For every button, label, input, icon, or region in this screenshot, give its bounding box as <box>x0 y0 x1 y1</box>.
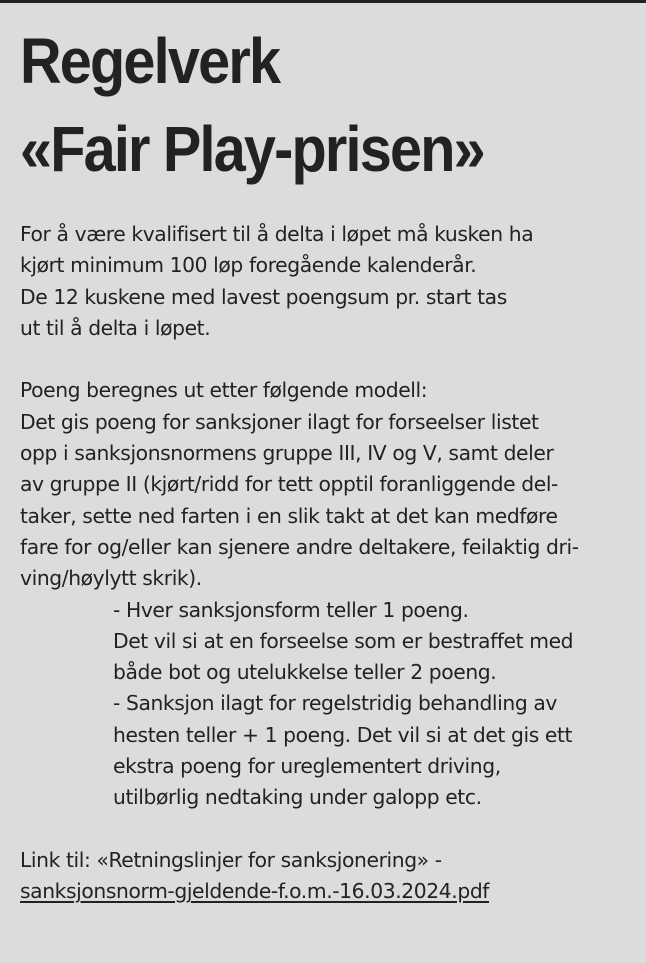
text-line: opp i sanksjonsnormens gruppe III, IV og V, samt deler <box>20 441 554 466</box>
text-line: kjørt minimum 100 løp foregående kalenderår. <box>20 253 477 278</box>
rule-line: både bot og utelukkelse teller 2 poeng. <box>113 660 497 685</box>
text-line: taker, sette ned farten i en slik takt at det kan medføre <box>20 503 558 528</box>
rule-line: - Sanksjon ilagt for regelstridig behandling av <box>113 691 557 716</box>
text-line: Det gis poeng for sanksjoner ilagt for forseelser listet <box>20 409 539 434</box>
rule-line: utilbørlig nedtaking under galopp etc. <box>113 785 482 810</box>
rule-line: - Hver sanksjonsform teller 1 poeng. <box>113 597 469 622</box>
link-paragraph <box>20 845 632 908</box>
text-line: fare for og/eller kan sjenere andre deltakere, feilaktig dri- <box>20 534 579 559</box>
text-line: For å være kvalifisert til å delta i løpet må kusken ha <box>20 222 534 246</box>
sanction-norm-pdf-link[interactable]: sanksjonsnorm-gjeldende-f.o.m.-16.03.2024.pdf <box>20 879 490 904</box>
text-line: Poeng beregnes ut etter følgende modell: <box>20 378 428 403</box>
link-intro: Link til: «Retningslinjer for sanksjonering» - <box>20 847 442 872</box>
page-title <box>20 17 484 193</box>
paragraph-spacer <box>20 814 632 845</box>
text-line: ut til å delta i løpet. <box>20 315 211 340</box>
rule-line: Det vil si at en forseelse som er bestraffet med <box>113 628 574 653</box>
rule-line: ekstra poeng for ureglementert driving, <box>113 754 501 779</box>
rules-body <box>20 219 632 908</box>
rule-line: hesten teller + 1 poeng. Det vil si at det gis ett <box>113 722 573 747</box>
points-rules-list <box>20 595 632 814</box>
title-line-2: «Fair Play-prisen» <box>20 113 484 185</box>
eligibility-paragraph <box>20 219 632 344</box>
text-line: De 12 kuskene med lavest poengsum pr. start tas <box>20 284 507 309</box>
title-line-1: Regelverk <box>20 25 280 97</box>
points-model-paragraph <box>20 375 632 594</box>
text-line: ving/høylytt skrik). <box>20 566 202 591</box>
text-line: av gruppe II (kjørt/ridd for tett opptil foranliggende del- <box>20 472 558 497</box>
paragraph-spacer <box>20 344 632 375</box>
